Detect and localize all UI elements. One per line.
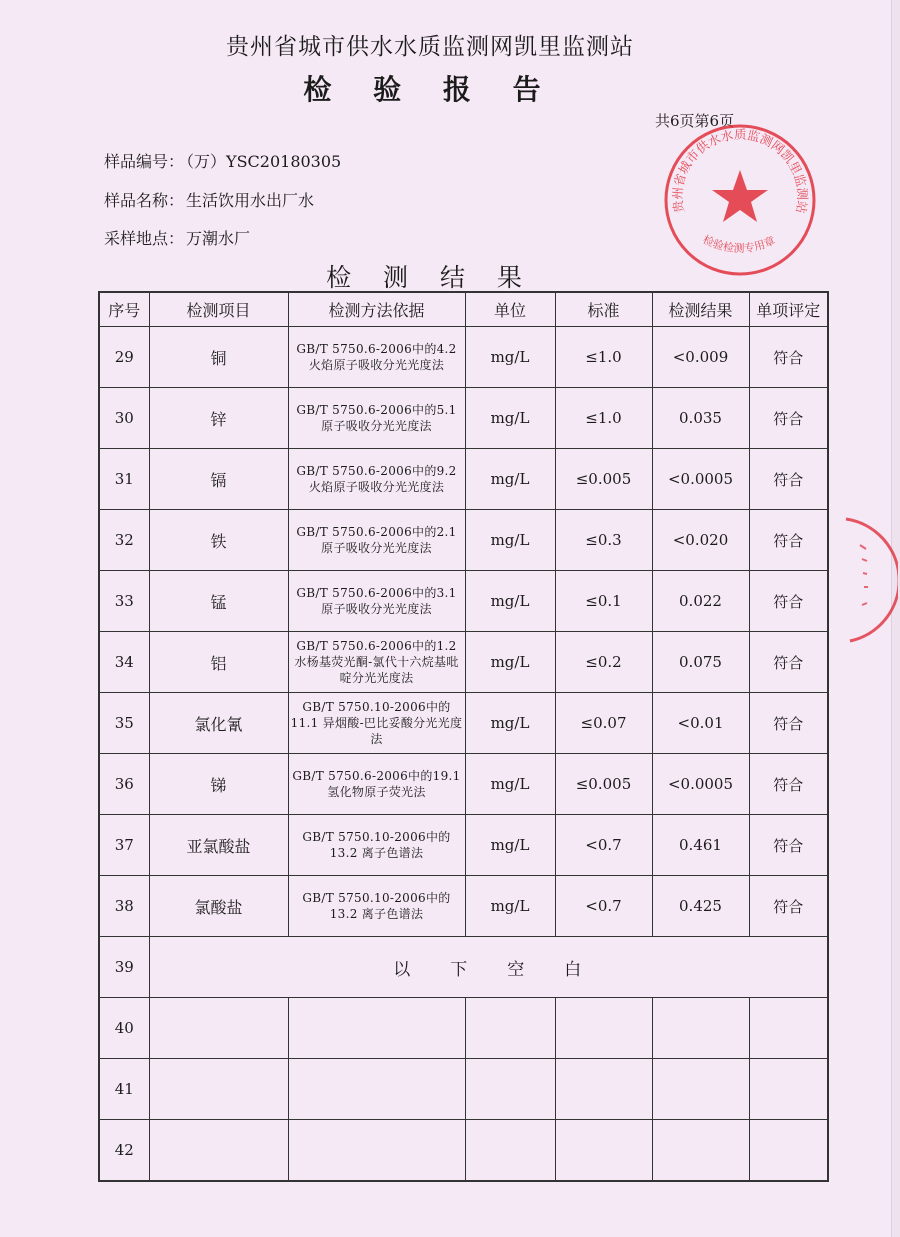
test-result: <0.0005 [652,449,749,510]
empty-cell [749,998,828,1059]
test-item: 铁 [149,510,288,571]
test-result: <0.009 [652,327,749,388]
row-number: 39 [99,937,149,998]
empty-cell [749,1059,828,1120]
unit: mg/L [465,693,555,754]
evaluation: 符合 [749,388,828,449]
table-row [99,754,828,815]
col-header-standard: 标准 [555,292,652,327]
col-header-result: 检测结果 [652,292,749,327]
empty-cell [652,1059,749,1120]
empty-cell [149,998,288,1059]
sample-name-value: 生活饮用水出厂水 [186,191,315,210]
unit: mg/L [465,632,555,693]
test-method: GB/T 5750.10-2006中的13.2 离子色谱法 [288,876,465,937]
test-result: <0.0005 [652,754,749,815]
blank-notice: 以下空白 [149,937,828,998]
col-header-no: 序号 [99,292,149,327]
row-number: 36 [99,754,149,815]
test-item: 锑 [149,754,288,815]
row-number: 37 [99,815,149,876]
row-number: 31 [99,449,149,510]
sample-number-value: （万）YSC20180305 [186,152,342,171]
sample-number [104,149,341,172]
col-header-item: 检测项目 [149,292,288,327]
results-title: 检 测 结 果 [326,263,534,292]
empty-cell [288,998,465,1059]
organization-name: 贵州省城市供水水质监测网凯里监测站 [226,34,634,60]
table-row [99,327,828,388]
standard-limit: ≤1.0 [555,327,652,388]
table-row [99,693,828,754]
standard-limit: ≤0.07 [555,693,652,754]
row-number: 30 [99,388,149,449]
row-number: 32 [99,510,149,571]
unit: mg/L [465,754,555,815]
evaluation: 符合 [749,754,828,815]
standard-limit: <0.7 [555,815,652,876]
test-method: GB/T 5750.6-2006中的3.1 原子吸收分光光度法 [288,571,465,632]
report-title: 检 验 报 告 [303,73,557,106]
row-number: 38 [99,876,149,937]
test-item: 镉 [149,449,288,510]
page-info: 共6页第6页 [655,112,735,130]
empty-cell [149,1120,288,1182]
test-method: GB/T 5750.6-2006中的5.1 原子吸收分光光度法 [288,388,465,449]
test-result: 0.425 [652,876,749,937]
sampling-location [104,226,250,249]
test-method: GB/T 5750.6-2006中的1.2 水杨基荧光酮-氯代十六烷基吡啶分光光度法 [288,632,465,693]
test-item: 氯酸盐 [149,876,288,937]
table-row [99,632,828,693]
unit: mg/L [465,571,555,632]
partial-seal [838,515,898,645]
row-number: 29 [99,327,149,388]
empty-row [99,998,828,1059]
test-result: 0.035 [652,388,749,449]
evaluation: 符合 [749,815,828,876]
test-method: GB/T 5750.6-2006中的2.1原子吸收分光光度法 [288,510,465,571]
empty-cell [749,1120,828,1182]
standard-limit: ≤0.3 [555,510,652,571]
test-item: 氯化氰 [149,693,288,754]
results-table [98,291,829,1182]
test-method: GB/T 5750.6-2006中的4.2 火焰原子吸收分光光度法 [288,327,465,388]
sampling-location-label: 采样地点： [104,229,185,248]
table-row [99,510,828,571]
evaluation: 符合 [749,571,828,632]
empty-cell [555,1059,652,1120]
standard-limit: ≤0.2 [555,632,652,693]
table-body [99,327,828,1182]
test-result: 0.022 [652,571,749,632]
test-item: 亚氯酸盐 [149,815,288,876]
col-header-evaluation: 单项评定 [749,292,828,327]
standard-limit: ≤1.0 [555,388,652,449]
test-method: GB/T 5750.10-2006中的11.1 异烟酸-巴比妥酸分光光度法 [288,693,465,754]
sample-name-label: 样品名称： [104,191,185,210]
row-number: 33 [99,571,149,632]
test-item: 铜 [149,327,288,388]
table-row [99,388,828,449]
empty-cell [465,998,555,1059]
test-method: GB/T 5750.10-2006中的13.2 离子色谱法 [288,815,465,876]
test-result: <0.020 [652,510,749,571]
empty-cell [288,1120,465,1182]
unit: mg/L [465,327,555,388]
table-row [99,571,828,632]
table-row [99,876,828,937]
standard-limit: ≤0.005 [555,449,652,510]
seal-inner-text: 检验检测专用章 [700,233,778,256]
test-method: GB/T 5750.6-2006中的19.1 氢化物原子荧光法 [288,754,465,815]
unit: mg/L [465,815,555,876]
row-number: 35 [99,693,149,754]
official-seal [660,120,820,280]
empty-cell [149,1059,288,1120]
evaluation: 符合 [749,510,828,571]
empty-row [99,1120,828,1182]
evaluation: 符合 [749,632,828,693]
evaluation: 符合 [749,327,828,388]
test-result: 0.075 [652,632,749,693]
empty-cell [555,1120,652,1182]
unit: mg/L [465,388,555,449]
test-method: GB/T 5750.6-2006中的9.2火焰原子吸收分光光度法 [288,449,465,510]
col-header-unit: 单位 [465,292,555,327]
empty-row [99,1059,828,1120]
table-row [99,449,828,510]
sampling-location-value: 万潮水厂 [186,229,251,248]
empty-cell [288,1059,465,1120]
empty-cell [555,998,652,1059]
blank-row [99,937,828,998]
seal-outer-text: 贵州省城市供水水质监测网凯里监测站 [669,126,811,215]
empty-cell [465,1120,555,1182]
table-header-row [99,292,828,327]
evaluation: 符合 [749,876,828,937]
sample-name [104,188,314,211]
standard-limit: ≤0.005 [555,754,652,815]
test-item: 锰 [149,571,288,632]
unit: mg/L [465,510,555,571]
test-result: 0.461 [652,815,749,876]
sample-number-label: 样品编号： [104,152,185,171]
standard-limit: ≤0.1 [555,571,652,632]
test-result: <0.01 [652,693,749,754]
evaluation: 符合 [749,693,828,754]
empty-cell [465,1059,555,1120]
unit: mg/L [465,449,555,510]
test-item: 锌 [149,388,288,449]
svg-text:检验检测专用章 [701,232,777,255]
row-number: 42 [99,1120,149,1182]
test-item: 铝 [149,632,288,693]
row-number: 41 [99,1059,149,1120]
empty-cell [652,1120,749,1182]
col-header-method: 检测方法依据 [288,292,465,327]
row-number: 40 [99,998,149,1059]
unit: mg/L [465,876,555,937]
row-number: 34 [99,632,149,693]
table-row [99,815,828,876]
empty-cell [652,998,749,1059]
standard-limit: <0.7 [555,876,652,937]
evaluation: 符合 [749,449,828,510]
